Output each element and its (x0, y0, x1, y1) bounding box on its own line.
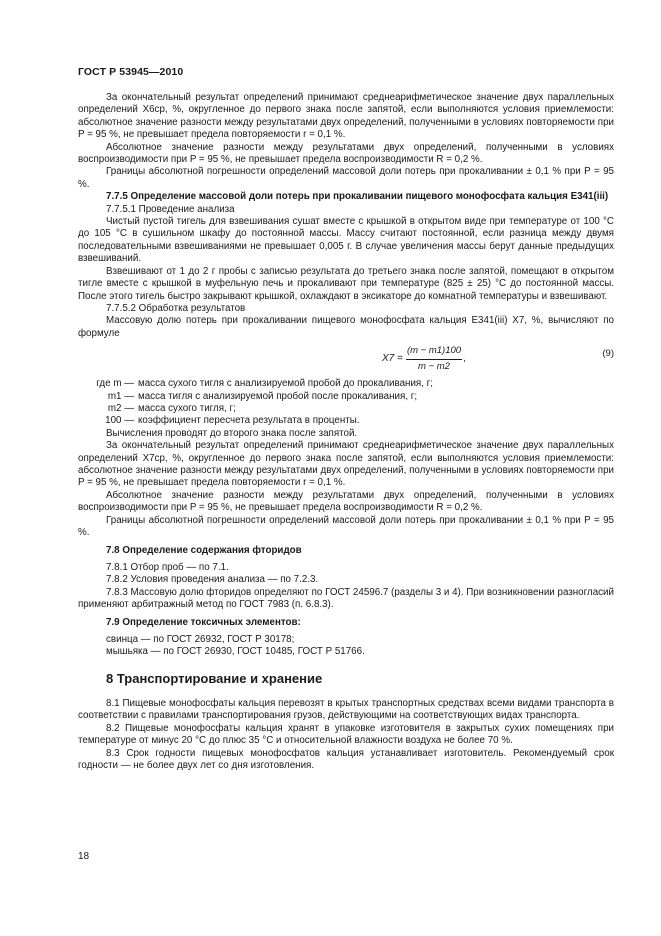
formula-9 (78, 342, 614, 376)
definition-row (78, 391, 614, 403)
formula-comma: , (463, 353, 466, 365)
paragraph: За окончательный результат определений принимают среднеарифметическое значение двух параллельных определений X7ср, %, округленное до первого знака после запятой, если выполняются условия приемлемости: абсолютное значение разности между результатами двух определений, полученными в условиях повторяемости при P = 95 %, не превышает предела повторяемости r = 0,1 %. (78, 440, 614, 489)
list-item: 7.8.1 Отбор проб — по 7.1. (106, 561, 229, 573)
formula-denominator: m − m2 (418, 360, 450, 372)
paragraph: Массовую долю потерь при прокаливании пищевого монофосфата кальция Е341(iii) X7, %, вычисляют по формуле (78, 315, 614, 339)
paragraph: 8.2 Пищевые монофосфаты кальция хранят в упаковке изготовителя в закрытых сухих помещениях при температуре от минус 20 °С до плюс 35 °С и относительной влажности воздуха не более 70 %. (78, 722, 614, 747)
paragraph: Чистый пустой тигель для взвешивания сушат вместе с крышкой в открытом виде при температуре от 100 °С до 105 °С в сушильном шкафу до постоянной массы. Массу считают постоянной, если разница между двумя последовательными взвешиваниями не превышает 0,005 г. В случае увеличения массы берут данные предыдущих взвешиваний. (78, 216, 614, 265)
definition-row (78, 403, 614, 415)
section-heading-7-8: 7.8 Определение содержания фторидов (106, 545, 302, 557)
page-number: 18 (78, 851, 90, 862)
formula-lhs: X7 = (382, 353, 403, 365)
paragraph: 8.1 Пищевые монофосфаты кальция перевозят в крытых транспортных средствах всеми видами транспорта в соответствии с правилами транспортирования грузов, действующими на соответствующих видах транспорта. (78, 698, 614, 722)
paragraph: Вычисления проводят до второго знака после запятой. (106, 427, 358, 439)
definition-row (78, 415, 614, 427)
definition-symbol: где m — (96, 378, 134, 390)
variable-definitions (78, 378, 614, 428)
definition-symbol: 100 — (105, 415, 134, 427)
definition-text: масса сухого тигля, г; (138, 402, 236, 414)
section-heading-8: 8 Транспортирование и хранение (106, 670, 323, 686)
paragraph: Границы абсолютной погрешности определений массовой доли потерь при прокаливании ± 0,1 % при P = 95 %. (78, 166, 614, 190)
section-heading-7-9: 7.9 Определение токсичных элементов: (106, 617, 301, 629)
paragraph: Взвешивают от 1 до 2 г пробы с записью результата до третьего знака после запятой, помещают в открытом тигле вместе с крышкой в муфельную печь и прокаливают при температуре (825 ± 25) °С до постоянной массы. После этого тигель быстро закрывают крышкой, охлаждают в эксикаторе до комнатной температуры и взвешивают. (78, 265, 614, 302)
paragraph: Абсолютное значение разности между результатами двух определений, полученными в условиях воспроизводимости при P = 95 %, не превышает предела воспроизводимости R = 0,2 %. (78, 141, 614, 166)
definition-text: масса тигля с анализируемой пробой после прокаливания, г; (138, 390, 418, 402)
paragraph: 8.3 Срок годности пищевых монофосфатов кальция устанавливает изготовитель. Рекомендуемый срок годности — не более двух лет со дня изготовления. (78, 747, 614, 772)
paragraph: Границы абсолютной погрешности определений массовой доли потерь при прокаливании ± 0,1 % при P = 95 %. (78, 514, 614, 538)
document-header: ГОСТ Р 53945—2010 (78, 66, 184, 78)
subsection-heading: 7.7.5.1 Проведение анализа (106, 203, 235, 215)
list-item: 7.8.3 Массовую долю фторидов определяют по ГОСТ 24596.7 (разделы 3 и 4). При возникновении разногласий применяют арбитражный метод по ГОСТ 7983 (п. 6.8.3). (78, 586, 614, 611)
paragraph: Абсолютное значение разности между результатами двух определений, полученными в условиях воспроизводимости при P = 95 %, не превышает предела воспроизводимости R = 0,2 %. (78, 489, 614, 514)
definition-symbol: m2 — (107, 402, 134, 414)
formula-fraction (406, 345, 462, 373)
definition-text: масса сухого тигля с анализируемой пробой до прокаливания, г; (138, 378, 433, 390)
formula-numerator: (m − m1)100 (406, 345, 462, 359)
list-item: мышьяка — по ГОСТ 26930, ГОСТ 10485, ГОСТ Р 51766. (106, 646, 365, 658)
list-item: 7.8.2 Условия проведения анализа — по 7.2.3. (106, 574, 319, 586)
definition-row (78, 378, 614, 390)
paragraph: За окончательный результат определений принимают среднеарифметическое значение двух параллельных определений X6ср, %, округленное до первого знака после запятой, если выполняются условия приемлемости: абсолютное значение разности между результатами двух определений, полученными в условиях повторяемости при P = 95 %, не превышает предела повторяемости r = 0,1 %. (78, 92, 614, 141)
list-item: свинца — по ГОСТ 26932, ГОСТ Р 30178; (106, 633, 295, 645)
document-body (78, 92, 614, 773)
definition-symbol: m1 — (107, 390, 134, 402)
definition-text: коэффициент пересчета результата в проценты. (138, 415, 360, 427)
subsection-heading: 7.7.5.2 Обработка результатов (106, 302, 246, 314)
formula-number: (9) (602, 348, 614, 360)
section-heading-7-7-5: 7.7.5 Определение массовой доли потерь при прокаливании пищевого монофосфата кальция Е341(iii) (106, 191, 609, 203)
